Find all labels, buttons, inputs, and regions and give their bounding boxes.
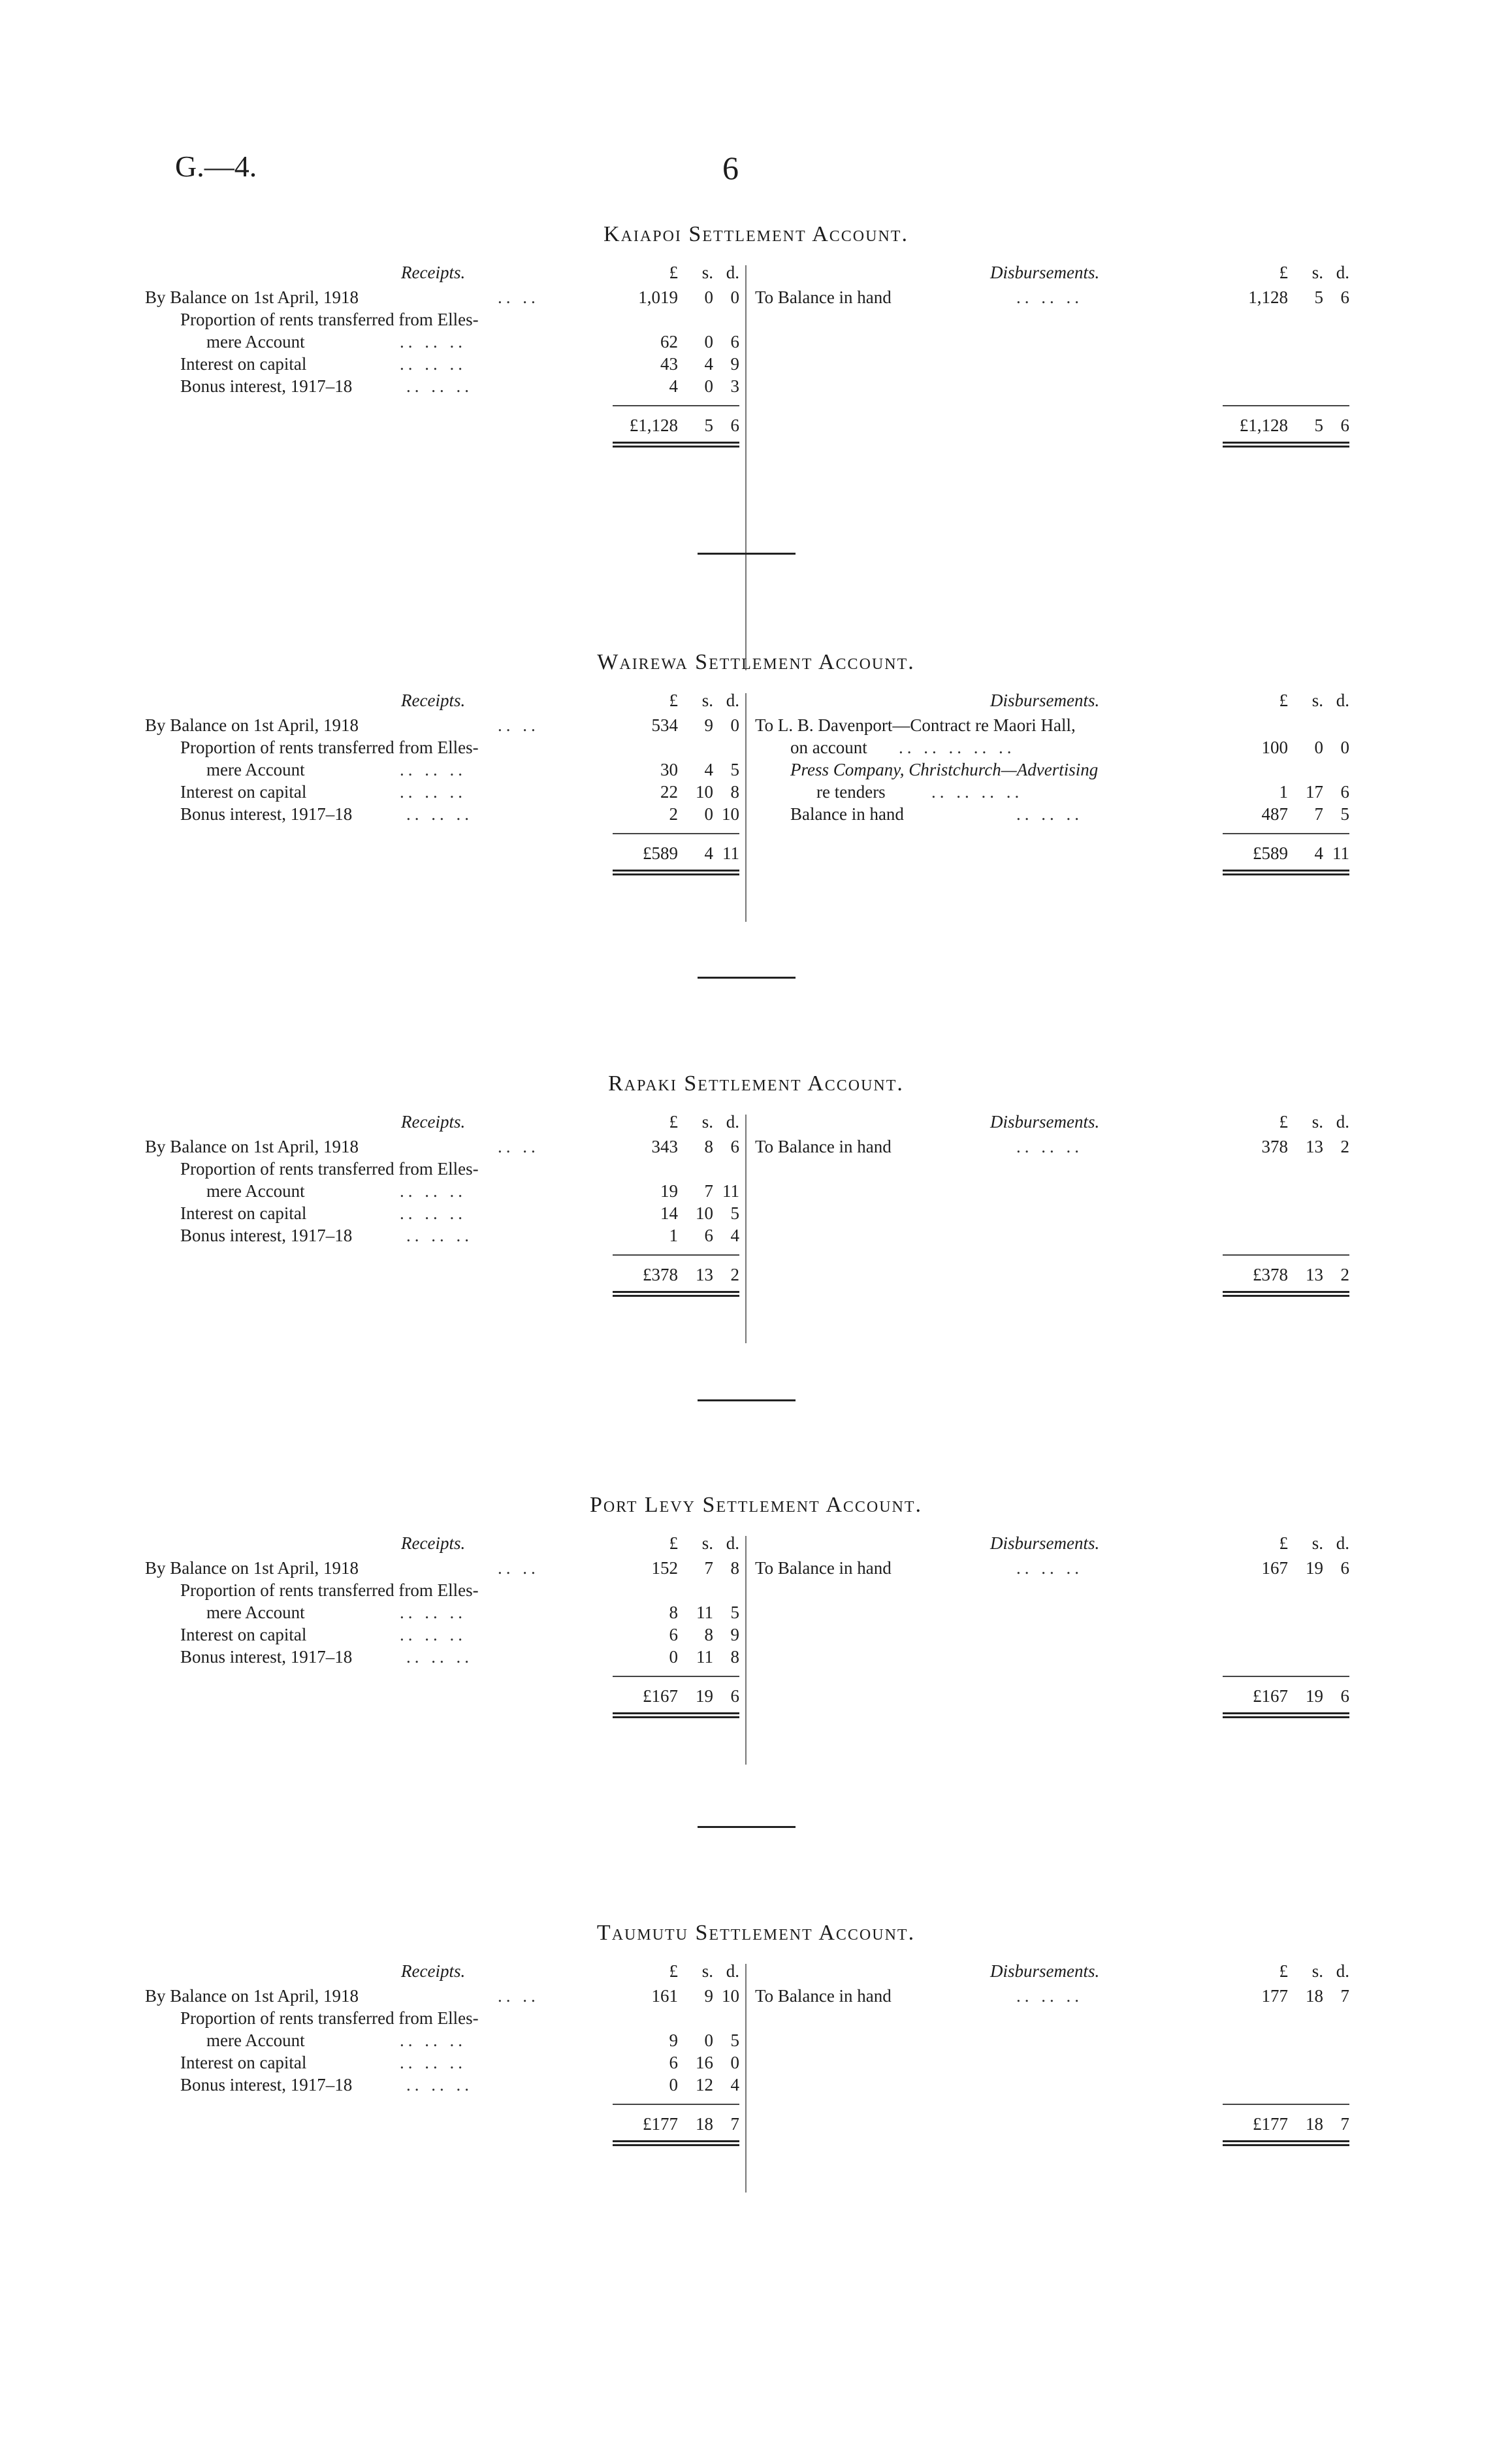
- total-pence: 11: [722, 843, 739, 863]
- amount-shillings: 10: [696, 1203, 713, 1223]
- total-pounds: £177: [643, 2114, 678, 2134]
- receipt-text: mere Account: [206, 1603, 305, 1622]
- account-title: Rapaki Settlement Account.: [608, 1071, 904, 1096]
- receipt-row: By Balance on 1st April, 1918 .. .. 1,019 0 0: [145, 287, 739, 307]
- amount-shillings: 13: [1306, 1137, 1323, 1156]
- amount-pounds: 6: [669, 1625, 678, 1644]
- receipt-row: mere Account .. .. .. 30 4 5: [206, 760, 739, 779]
- amount-shillings: 0: [704, 376, 713, 396]
- receipt-row: Bonus interest, 1917–18 .. .. .. 4 0 3: [180, 376, 739, 396]
- amount-pounds: 43: [660, 354, 678, 374]
- receipt-row: By Balance on 1st April, 1918 .. .. 343 8 6: [145, 1137, 739, 1156]
- amount-pounds: 9: [669, 2030, 678, 2050]
- receipt-text: Interest on capital: [180, 354, 307, 374]
- receipts-header: [145, 263, 739, 286]
- currency-pounds: £: [669, 691, 678, 710]
- receipt-text: Proportion of rents transferred from Elles-: [180, 1580, 479, 1600]
- receipt-text: Bonus interest, 1917–18: [180, 1226, 353, 1245]
- section-separator: [698, 977, 796, 979]
- receipts-total: [145, 1254, 739, 1300]
- currency-pence: d.: [1336, 691, 1349, 710]
- disbursement-row: [755, 714, 1349, 736]
- column-divider: [745, 693, 747, 922]
- receipt-text: Bonus interest, 1917–18: [180, 804, 353, 824]
- receipts-column: [145, 1961, 739, 2149]
- disbursements-header: [755, 691, 1349, 714]
- disbursements-total: [755, 833, 1349, 879]
- disbursements-label: Disbursements.: [990, 1112, 1100, 1132]
- section-separator: [698, 1826, 796, 1828]
- disbursements-header: [755, 1533, 1349, 1557]
- total-pounds: £589: [1253, 843, 1288, 863]
- receipt-text: By Balance on 1st April, 1918: [145, 1558, 359, 1578]
- currency-pounds: £: [669, 1961, 678, 1981]
- currency-shillings: s.: [1311, 691, 1323, 710]
- currency-pounds: £: [1279, 1533, 1288, 1553]
- receipts-label: Receipts.: [401, 1961, 466, 1981]
- currency-shillings: s.: [701, 1112, 713, 1132]
- amount-pence: 8: [730, 782, 739, 802]
- receipt-row: Interest on capital .. .. .. 6 8 9: [180, 1625, 739, 1644]
- receipt-text: Proportion of rents transferred from Elles-: [180, 310, 479, 329]
- currency-shillings: s.: [701, 691, 713, 710]
- receipt-row: mere Account .. .. .. 62 0 6: [206, 332, 739, 351]
- receipt-text: By Balance on 1st April, 1918: [145, 715, 359, 735]
- disbursement-row: To Balance in hand .. .. .. 177 18 7: [755, 1986, 1349, 2006]
- receipt-row: [145, 1158, 739, 1180]
- amount-pounds: 161: [651, 1986, 678, 2006]
- receipt-row: mere Account .. .. .. 9 0 5: [206, 2030, 739, 2050]
- disbursements-total: [755, 1254, 1349, 1300]
- total-pence: 2: [1340, 1265, 1349, 1284]
- amount-shillings: 9: [704, 715, 713, 735]
- amount-pounds: 1: [669, 1226, 678, 1245]
- total-shillings: 13: [696, 1265, 713, 1284]
- amount-pence: 5: [730, 2030, 739, 2050]
- total-pence: 6: [730, 416, 739, 435]
- disbursement-row: To Balance in hand .. .. .. 167 19 6: [755, 1558, 1349, 1578]
- total-pounds: £589: [643, 843, 678, 863]
- receipts-column: [145, 1533, 739, 1721]
- currency-pence: d.: [726, 263, 739, 282]
- amount-pounds: 152: [651, 1558, 678, 1578]
- currency-shillings: s.: [1311, 263, 1323, 282]
- receipt-text: Proportion of rents transferred from Elles-: [180, 2008, 479, 2028]
- receipts-total: [145, 405, 739, 451]
- receipts-column: [145, 691, 739, 879]
- disbursements-header: [755, 1961, 1349, 1985]
- total-shillings: 19: [696, 1686, 713, 1706]
- disbursement-text: re tenders: [816, 782, 886, 802]
- amount-shillings: 0: [704, 2030, 713, 2050]
- amount-pence: 11: [722, 1181, 739, 1201]
- amount-pence: 0: [730, 287, 739, 307]
- currency-pounds: £: [1279, 1961, 1288, 1981]
- amount-shillings: 0: [1314, 738, 1323, 757]
- receipts-header: [145, 1961, 739, 1985]
- receipts-label: Receipts.: [401, 1112, 466, 1132]
- disbursements-header: [755, 1112, 1349, 1135]
- disbursement-text: To Balance in hand: [755, 1986, 892, 2006]
- amount-pounds: 1,019: [638, 287, 678, 307]
- amount-pounds: 14: [660, 1203, 678, 1223]
- disbursement-row: Balance in hand .. .. .. 487 7 5: [790, 804, 1349, 824]
- amount-pence: 0: [730, 715, 739, 735]
- currency-pence: d.: [1336, 1112, 1349, 1132]
- disbursement-text: To Balance in hand: [755, 287, 892, 307]
- column-divider: [745, 1115, 747, 1343]
- amount-pounds: 22: [660, 782, 678, 802]
- disbursements-column: [755, 1112, 1349, 1300]
- receipt-row: Bonus interest, 1917–18 .. .. .. 1 6 4: [180, 1226, 739, 1245]
- receipt-row: By Balance on 1st April, 1918 .. .. 152 7 8: [145, 1558, 739, 1578]
- amount-pence: 9: [730, 1625, 739, 1644]
- disbursements-total: [755, 2104, 1349, 2149]
- disbursement-row: To Balance in hand .. .. .. 378 13 2: [755, 1137, 1349, 1156]
- amount-pence: 7: [1340, 1986, 1349, 2006]
- receipt-text: By Balance on 1st April, 1918: [145, 1137, 359, 1156]
- disbursement-row: [755, 758, 1349, 781]
- section-separator: [698, 553, 796, 555]
- receipts-total: [145, 2104, 739, 2149]
- amount-pounds: 343: [651, 1137, 678, 1156]
- total-shillings: 5: [704, 416, 713, 435]
- disbursements-column: [755, 1961, 1349, 2149]
- amount-pence: 5: [1340, 804, 1349, 824]
- receipt-row: Bonus interest, 1917–18 .. .. .. 0 11 8: [180, 1647, 739, 1667]
- receipts-column: [145, 1112, 739, 1300]
- total-shillings: 5: [1314, 416, 1323, 435]
- currency-shillings: s.: [1311, 1112, 1323, 1132]
- amount-shillings: 16: [696, 2053, 713, 2072]
- disbursement-text: To L. B. Davenport—Contract re Maori Hall,: [755, 715, 1076, 735]
- amount-shillings: 10: [696, 782, 713, 802]
- disbursement-text: Balance in hand: [790, 804, 904, 824]
- total-pounds: £1,128: [629, 416, 678, 435]
- receipts-header: [145, 1112, 739, 1135]
- currency-shillings: s.: [1311, 1961, 1323, 1981]
- receipt-row: Bonus interest, 1917–18 .. .. .. 2 0 10: [180, 804, 739, 824]
- receipts-label: Receipts.: [401, 1533, 466, 1553]
- receipt-row: Interest on capital .. .. .. 43 4 9: [180, 354, 739, 374]
- amount-pounds: 30: [660, 760, 678, 779]
- total-shillings: 4: [1314, 843, 1323, 863]
- amount-pence: 9: [730, 354, 739, 374]
- page-number: 6: [722, 150, 739, 186]
- amount-pounds: 4: [669, 376, 678, 396]
- disbursements-column: [755, 263, 1349, 451]
- currency-shillings: s.: [701, 1961, 713, 1981]
- total-pence: 6: [1340, 416, 1349, 435]
- total-pence: 11: [1332, 843, 1349, 863]
- currency-pounds: £: [669, 1533, 678, 1553]
- amount-pence: 10: [722, 1986, 739, 2006]
- amount-shillings: 7: [704, 1558, 713, 1578]
- account-title: Port Levy Settlement Account.: [589, 1493, 923, 1517]
- receipt-row: Interest on capital .. .. .. 6 16 0: [180, 2053, 739, 2072]
- amount-shillings: 6: [704, 1226, 713, 1245]
- total-shillings: 18: [1306, 2114, 1323, 2134]
- disbursements-total: [755, 1676, 1349, 1721]
- receipt-row: mere Account .. .. .. 19 7 11: [206, 1181, 739, 1201]
- receipts-column: [145, 263, 739, 451]
- amount-pence: 0: [1340, 738, 1349, 757]
- currency-shillings: s.: [701, 1533, 713, 1553]
- disbursements-label: Disbursements.: [990, 1961, 1100, 1981]
- disbursements-header: [755, 263, 1349, 286]
- currency-pence: d.: [1336, 1961, 1349, 1981]
- amount-shillings: 0: [704, 804, 713, 824]
- receipt-text: Interest on capital: [180, 1625, 307, 1644]
- amount-pence: 5: [730, 760, 739, 779]
- amount-pounds: 19: [660, 1181, 678, 1201]
- total-pounds: £167: [1253, 1686, 1288, 1706]
- currency-pence: d.: [1336, 1533, 1349, 1553]
- amount-pence: 5: [730, 1603, 739, 1622]
- total-pence: 6: [1340, 1686, 1349, 1706]
- disbursement-row: To Balance in hand .. .. .. 1,128 5 6: [755, 287, 1349, 307]
- currency-pence: d.: [726, 691, 739, 710]
- currency-pounds: £: [1279, 691, 1288, 710]
- receipt-text: By Balance on 1st April, 1918: [145, 287, 359, 307]
- receipt-row: [145, 1579, 739, 1601]
- disbursement-text: To Balance in hand: [755, 1137, 892, 1156]
- receipt-row: Bonus interest, 1917–18 .. .. .. 0 12 4: [180, 2075, 739, 2095]
- receipts-header: [145, 691, 739, 714]
- currency-shillings: s.: [1311, 1533, 1323, 1553]
- amount-pounds: 2: [669, 804, 678, 824]
- receipt-row: By Balance on 1st April, 1918 .. .. 534 9 0: [145, 715, 739, 735]
- receipt-row: By Balance on 1st April, 1918 .. .. 161 9 10: [145, 1986, 739, 2006]
- amount-shillings: 11: [696, 1603, 713, 1622]
- page-header: [0, 149, 1512, 188]
- amount-pounds: 100: [1261, 738, 1288, 757]
- receipts-header: [145, 1533, 739, 1557]
- amount-pounds: 167: [1261, 1558, 1288, 1578]
- currency-pence: d.: [726, 1112, 739, 1132]
- currency-pounds: £: [669, 1112, 678, 1132]
- amount-shillings: 8: [704, 1625, 713, 1644]
- receipt-text: mere Account: [206, 332, 305, 351]
- amount-shillings: 4: [704, 760, 713, 779]
- receipt-text: Interest on capital: [180, 2053, 307, 2072]
- amount-shillings: 8: [704, 1137, 713, 1156]
- amount-shillings: 18: [1306, 1986, 1323, 2006]
- receipt-text: mere Account: [206, 2030, 305, 2050]
- amount-shillings: 17: [1306, 782, 1323, 802]
- document-reference: G.—4.: [175, 150, 257, 183]
- amount-shillings: 12: [696, 2075, 713, 2095]
- amount-shillings: 0: [704, 287, 713, 307]
- amount-pounds: 1: [1279, 782, 1288, 802]
- disbursements-column: [755, 1533, 1349, 1721]
- disbursement-text: To Balance in hand: [755, 1558, 892, 1578]
- amount-pence: 0: [730, 2053, 739, 2072]
- currency-pence: d.: [726, 1533, 739, 1553]
- currency-pence: d.: [1336, 263, 1349, 282]
- amount-pounds: 8: [669, 1603, 678, 1622]
- amount-shillings: 19: [1306, 1558, 1323, 1578]
- receipt-text: By Balance on 1st April, 1918: [145, 1986, 359, 2006]
- currency-pounds: £: [1279, 1112, 1288, 1132]
- total-pence: 6: [730, 1686, 739, 1706]
- amount-pence: 6: [730, 1137, 739, 1156]
- amount-pence: 6: [1340, 1558, 1349, 1578]
- receipts-label: Receipts.: [401, 263, 466, 282]
- receipts-total: [145, 833, 739, 879]
- amount-pounds: 534: [651, 715, 678, 735]
- amount-pounds: 0: [669, 1647, 678, 1667]
- total-shillings: 19: [1306, 1686, 1323, 1706]
- amount-shillings: 5: [1314, 287, 1323, 307]
- receipt-row: Interest on capital .. .. .. 14 10 5: [180, 1203, 739, 1223]
- amount-pounds: 1,128: [1248, 287, 1288, 307]
- disbursements-total: [755, 405, 1349, 451]
- disbursements-label: Disbursements.: [990, 691, 1100, 710]
- receipt-text: mere Account: [206, 1181, 305, 1201]
- column-divider: [745, 1536, 747, 1765]
- currency-pence: d.: [726, 1961, 739, 1981]
- amount-pence: 3: [730, 376, 739, 396]
- account-title: Wairewa Settlement Account.: [597, 650, 915, 674]
- total-shillings: 13: [1306, 1265, 1323, 1284]
- amount-pence: 6: [1340, 782, 1349, 802]
- amount-pounds: 6: [669, 2053, 678, 2072]
- amount-pence: 4: [730, 1226, 739, 1245]
- amount-pounds: 177: [1261, 1986, 1288, 2006]
- total-pounds: £378: [1253, 1265, 1288, 1284]
- amount-pounds: 378: [1261, 1137, 1288, 1156]
- total-shillings: 4: [704, 843, 713, 863]
- disbursements-label: Disbursements.: [990, 1533, 1100, 1553]
- amount-pence: 5: [730, 1203, 739, 1223]
- total-pounds: £378: [643, 1265, 678, 1284]
- receipt-text: Bonus interest, 1917–18: [180, 1647, 353, 1667]
- receipts-label: Receipts.: [401, 691, 466, 710]
- receipt-row: [145, 2007, 739, 2029]
- total-pence: 2: [730, 1265, 739, 1284]
- amount-shillings: 0: [704, 332, 713, 351]
- section-separator: [698, 1399, 796, 1401]
- currency-pounds: £: [669, 263, 678, 282]
- receipt-text: Bonus interest, 1917–18: [180, 2075, 353, 2095]
- amount-pence: 4: [730, 2075, 739, 2095]
- receipts-total: [145, 1676, 739, 1721]
- receipt-text: Proportion of rents transferred from Elles-: [180, 1159, 479, 1179]
- receipt-row: Interest on capital .. .. .. 22 10 8: [180, 782, 739, 802]
- amount-pence: 8: [730, 1647, 739, 1667]
- amount-pence: 2: [1340, 1137, 1349, 1156]
- amount-pounds: 487: [1261, 804, 1288, 824]
- receipt-text: Interest on capital: [180, 1203, 307, 1223]
- total-pounds: £1,128: [1239, 416, 1288, 435]
- amount-pence: 6: [1340, 287, 1349, 307]
- total-pence: 7: [1340, 2114, 1349, 2134]
- amount-pence: 10: [722, 804, 739, 824]
- amount-shillings: 7: [1314, 804, 1323, 824]
- receipt-row: [145, 736, 739, 758]
- disbursement-text: Press Company, Christchurch—Advertising: [790, 760, 1099, 779]
- receipt-row: [145, 308, 739, 331]
- amount-shillings: 9: [704, 1986, 713, 2006]
- amount-pence: 8: [730, 1558, 739, 1578]
- amount-pounds: 62: [660, 332, 678, 351]
- total-shillings: 18: [696, 2114, 713, 2134]
- total-pence: 7: [730, 2114, 739, 2134]
- receipt-text: Bonus interest, 1917–18: [180, 376, 353, 396]
- amount-shillings: 7: [704, 1181, 713, 1201]
- receipt-row: mere Account .. .. .. 8 11 5: [206, 1603, 739, 1622]
- disbursements-label: Disbursements.: [990, 263, 1100, 282]
- receipt-text: Proportion of rents transferred from Elles-: [180, 738, 479, 757]
- disbursement-row: on account .. .. .. .. .. 100 0 0: [790, 738, 1349, 757]
- receipt-text: mere Account: [206, 760, 305, 779]
- currency-pounds: £: [1279, 263, 1288, 282]
- receipt-text: Interest on capital: [180, 782, 307, 802]
- account-title: Kaiapoi Settlement Account.: [603, 222, 909, 246]
- amount-pounds: 0: [669, 2075, 678, 2095]
- disbursement-text: on account: [790, 738, 867, 757]
- disbursements-column: [755, 691, 1349, 879]
- amount-pence: 6: [730, 332, 739, 351]
- amount-shillings: 4: [704, 354, 713, 374]
- amount-shillings: 11: [696, 1647, 713, 1667]
- account-title: Taumutu Settlement Account.: [596, 1921, 916, 1945]
- column-divider: [745, 1964, 747, 2193]
- total-pounds: £177: [1253, 2114, 1288, 2134]
- column-divider: [745, 265, 747, 670]
- disbursement-row: re tenders .. .. .. .. 1 17 6: [816, 782, 1349, 802]
- total-pounds: £167: [643, 1686, 678, 1706]
- currency-shillings: s.: [701, 263, 713, 282]
